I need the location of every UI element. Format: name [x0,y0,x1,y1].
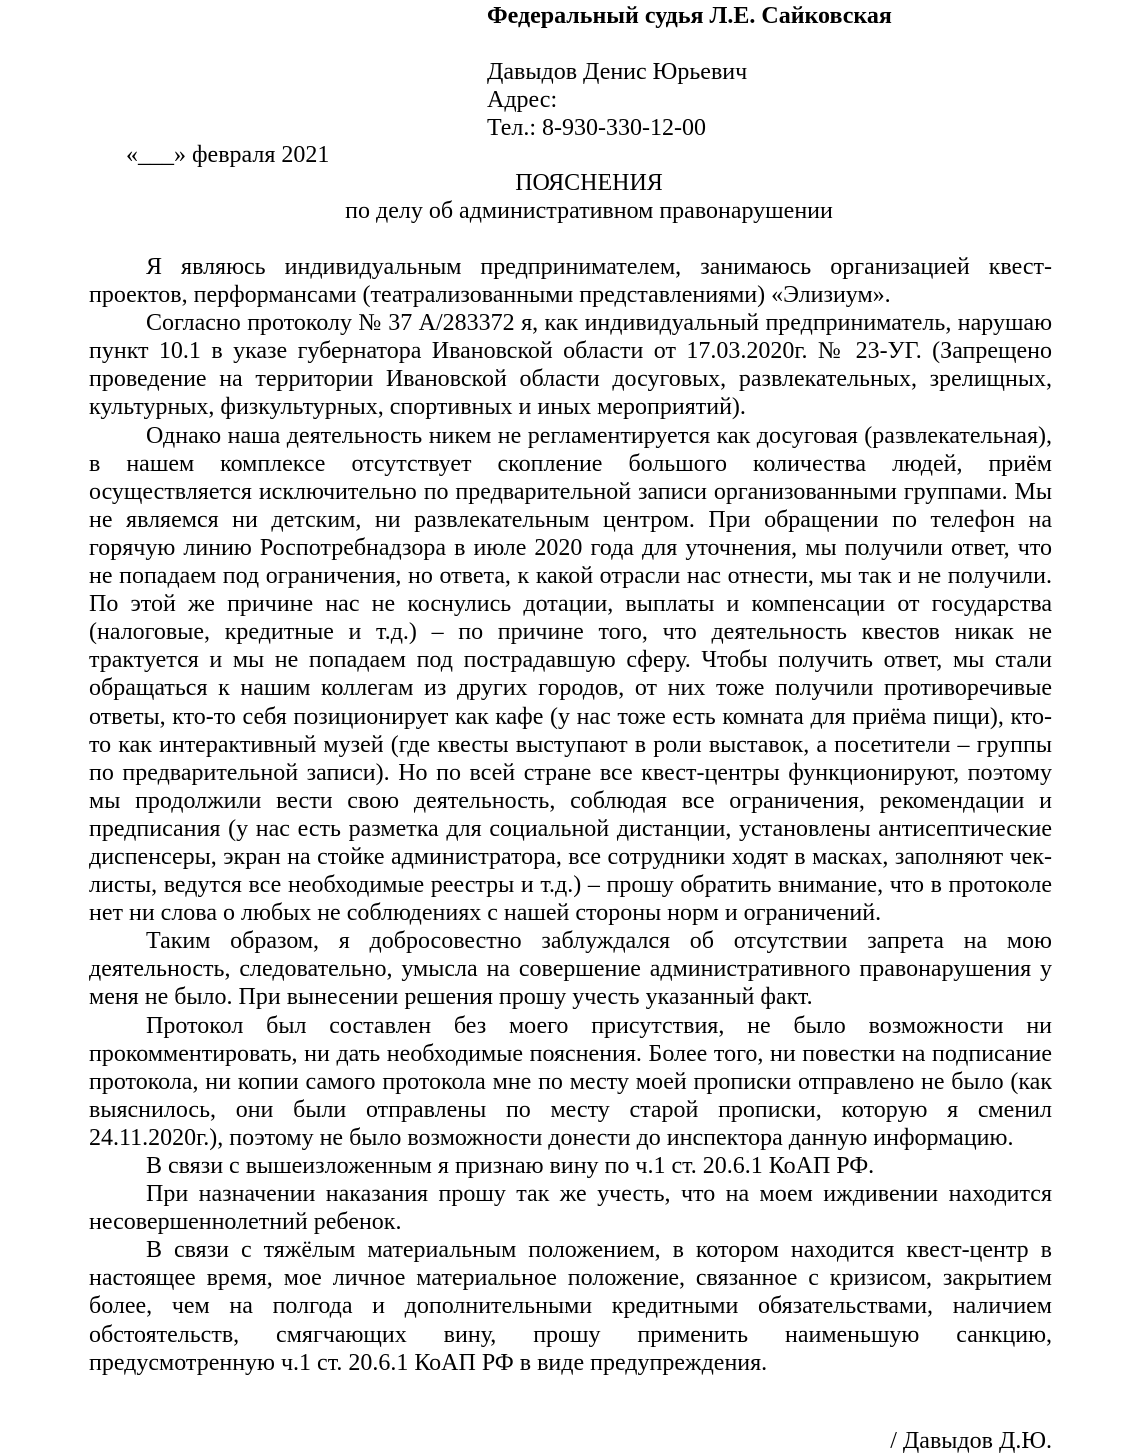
judge-name: Федеральный судья Л.Е. Сайковская [487,3,892,29]
phone-number: Тел.: 8-930-330-12-00 [487,115,707,141]
paragraph: Я являюсь индивидуальным предпринимателем, занимаюсь организацией квест-проектов, перформансами (театрализованными представлениями) «Элизиум». [89,254,1052,309]
sender-name: Давыдов Денис Юрьевич [487,59,748,85]
paragraph: Однако наша деятельность никем не регламентируется как досуговая (развлекательная), в нашем комплексе отсутствует скопление большого количества людей, приём осуществляется исключительно по предварительной записи организованными группами. Мы не являемся ни детским, ни развлекательным центром. При обращении по телефон на горячую линию Роспотребнадзора в июле 2020 года для уточнения, мы получили ответ, что не попадаем под ограничения, но ответа, к какой отрасли нас отнести, мы так и не получили. По этой же причине нас не коснулись дотации, выплаты и компенсации от государства (налоговые, кредитные и т.д.) – по причине того, что деятельность квестов никак не трактуется и мы не попадаем под пострадавшую сферу. Чтобы получить ответ, мы стали обращаться к нашим коллегам из других городов, от них тоже получили противоречивые ответы, кто-то себя позиционирует как кафе (у нас тоже есть комната для приёма пищи), кто-то как интерактивный музей (где квесты выступают в роли выставок, а посетители – группы по предварительной записи). Но по всей стране все квест-центры функционируют, поэтому мы продолжили вести свою деятельность, соблюдая все ограничения, рекомендации и предписания (у нас есть разметка для социальной дистанции, установлены антисептические диспенсеры, экран на стойке администратора, все сотрудники ходят в масках, заполняют чек-листы, ведутся все необходимые реестры и т.д.) – прошу обратить внимание, что в протоколе нет ни слова о любых не соблюдениях с нашей стороны норм и ограничений. [89,422,1052,927]
addressee-block [487,0,1087,142]
signature-line: / Давыдов Д.Ю. [890,1428,1052,1454]
document-subtitle: по делу об административном правонарушении [345,198,833,224]
document-body [89,253,1052,1377]
document-date: «___» февраля 2021 [126,142,330,168]
paragraph: Согласно протоколу № 37 А/283372 я, как индивидуальный предприниматель, нарушаю пункт 10.1 в указе губернатора Ивановской области от 17.03.2020г. № 23-УГ. (Запрещено проведение на территории Ивановской области досуговых, развлекательных, зрелищных, культурных, физкультурных, спортивных и иных мероприятий). [89,310,1052,421]
address-label: Адрес: [487,87,558,113]
paragraph: Таким образом, я добросовестно заблуждался об отсутствии запрета на мою деятельность, следовательно, умысла на совершение административного правонарушения у меня не было. При вынесении решения прошу учесть указанный факт. [89,928,1052,1011]
document-title: ПОЯСНЕНИЯ [515,170,663,196]
paragraph: В связи с тяжёлым материальным положением, в котором находится квест-центр в настоящее время, мое личное материальное положение, связанное с кризисом, закрытием более, чем на полгода и дополнительными кредитными обязательствами, наличием обстоятельств, смягчающих вину, прошу применить наименьшую санкцию, предусмотренную ч.1 ст. 20.6.1 КоАП РФ в виде предупреждения. [89,1237,1052,1376]
paragraph: В связи с вышеизложенным я признаю вину по ч.1 ст. 20.6.1 КоАП РФ. [146,1153,875,1179]
paragraph: При назначении наказания прошу так же учесть, что на моем иждивении находится несовершеннолетний ребенок. [89,1181,1052,1236]
paragraph: Протокол был составлен без моего присутствия, не было возможности ни прокомментировать, ни дать необходимые пояснения. Более того, ни повестки на подписание протокола, ни копии самого протокола мне по месту моей прописки отправлено не было (как выяснилось, они были отправлены по месту старой прописки, которую я сменил 24.11.2020г.), поэтому не было возможности донести до инспектора данную информацию. [89,1012,1052,1151]
